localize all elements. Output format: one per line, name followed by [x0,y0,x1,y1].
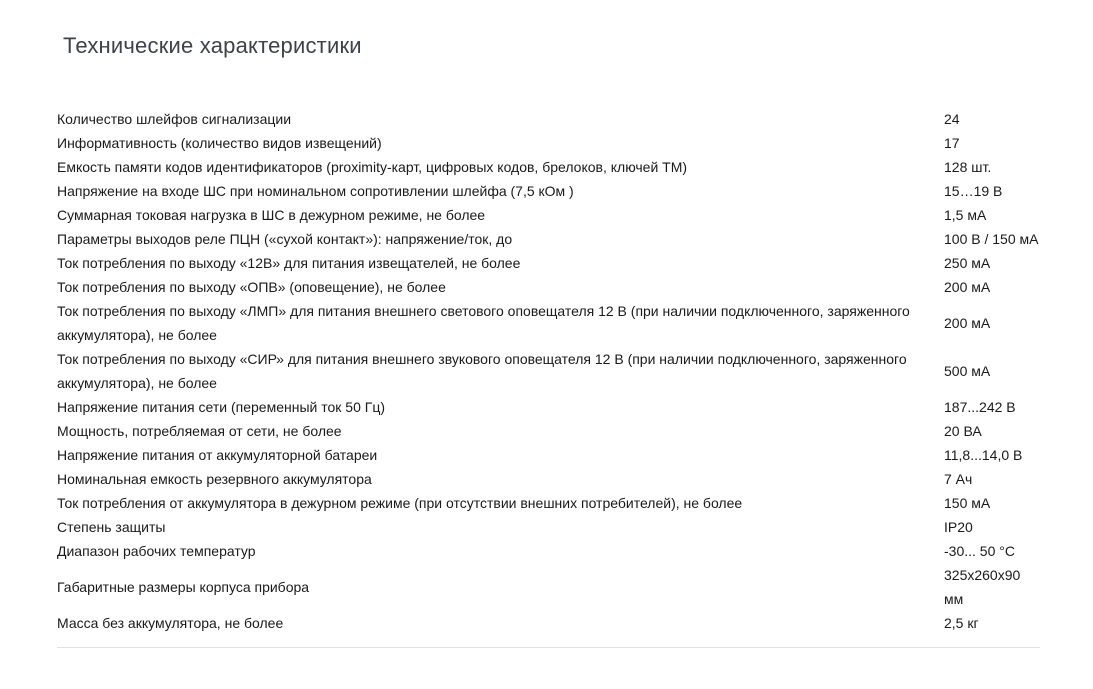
specs-table-grid [57,107,1040,635]
spec-label: Информативность (количество видов извещений) [57,135,382,151]
spec-value: 100 В / 150 мА [944,231,1039,247]
table-row [57,227,1040,251]
spec-value: 250 мА [944,255,991,271]
table-row [57,539,1040,563]
spec-label: Количество шлейфов сигнализации [57,111,292,127]
spec-label: Параметры выходов реле ПЦН («сухой контакт»): напряжение/ток, до [57,231,513,247]
spec-label: Напряжение на входе ШС при номинальном сопротивлении шлейфа (7,5 кОм ) [57,183,574,199]
spec-value: 1,5 мА [944,207,987,223]
spec-label: Ток потребления по выходу «СИР» для питания внешнего звукового оповещателя 12 В (при наличии подключенного, заряженного аккумулятора), не более [57,351,907,391]
specs-table-body [57,107,1040,635]
page-title: Технические характеристики [63,33,362,58]
spec-label: Напряжение питания от аккумуляторной батареи [57,447,378,463]
spec-label: Напряжение питания сети (переменный ток 50 Гц) [57,399,386,415]
spec-label: Ток потребления по выходу «ОПВ» (оповещение), не более [57,279,446,295]
table-row [57,395,1040,419]
spec-label: Суммарная токовая нагрузка в ШС в дежурном режиме, не более [57,207,486,223]
spec-value: 11,8...14,0 В [944,447,1023,463]
table-row [57,347,1040,395]
table-row [57,611,1040,635]
table-row [57,299,1040,347]
specs-table [57,107,1040,648]
spec-value: 24 [944,111,960,127]
spec-label: Степень защиты [57,519,166,535]
spec-label: Ток потребления по выходу «ЛМП» для питания внешнего светового оповещателя 12 В (при наличии подключенного, заряженного аккумулятора), не более [57,303,910,343]
spec-label: Емкость памяти кодов идентификаторов (proximity-карт, цифровых кодов, брелоков, ключей ТМ) [57,159,688,175]
spec-value: 500 мА [944,363,991,379]
table-row [57,275,1040,299]
table-row [57,491,1040,515]
spec-value: IP20 [944,519,973,535]
table-row [57,467,1040,491]
spec-value: 200 мА [944,279,991,295]
spec-value: 150 мА [944,495,991,511]
table-row [57,515,1040,539]
spec-value: 17 [944,135,960,151]
spec-label: Ток потребления от аккумулятора в дежурном режиме (при отсутствии внешних потребителей), не более [57,495,743,511]
spec-label: Масса без аккумулятора, не более [57,615,284,631]
spec-value: -30... 50 °С [944,543,1015,559]
table-row [57,131,1040,155]
table-row [57,203,1040,227]
table-row [57,107,1040,131]
spec-value: 2,5 кг [944,615,979,631]
spec-label: Ток потребления по выходу «12В» для питания извещателей, не более [57,255,521,271]
spec-value: 20 ВА [944,423,982,439]
table-row [57,563,1040,611]
spec-label: Диапазон рабочих температур [57,543,256,559]
table-row [57,155,1040,179]
spec-value: 325х260х90 мм [944,567,1021,607]
spec-label: Мощность, потребляемая от сети, не более [57,423,342,439]
table-row [57,443,1040,467]
spec-value: 187...242 В [944,399,1016,415]
spec-value: 7 Ач [944,471,973,487]
table-row [57,179,1040,203]
table-row [57,419,1040,443]
spec-label: Номинальная емкость резервного аккумулятора [57,471,372,487]
spec-value: 15…19 В [944,183,1003,199]
spec-value: 128 шт. [944,159,992,175]
table-row [57,251,1040,275]
spec-value: 200 мА [944,315,991,331]
spec-label: Габаритные размеры корпуса прибора [57,579,310,595]
